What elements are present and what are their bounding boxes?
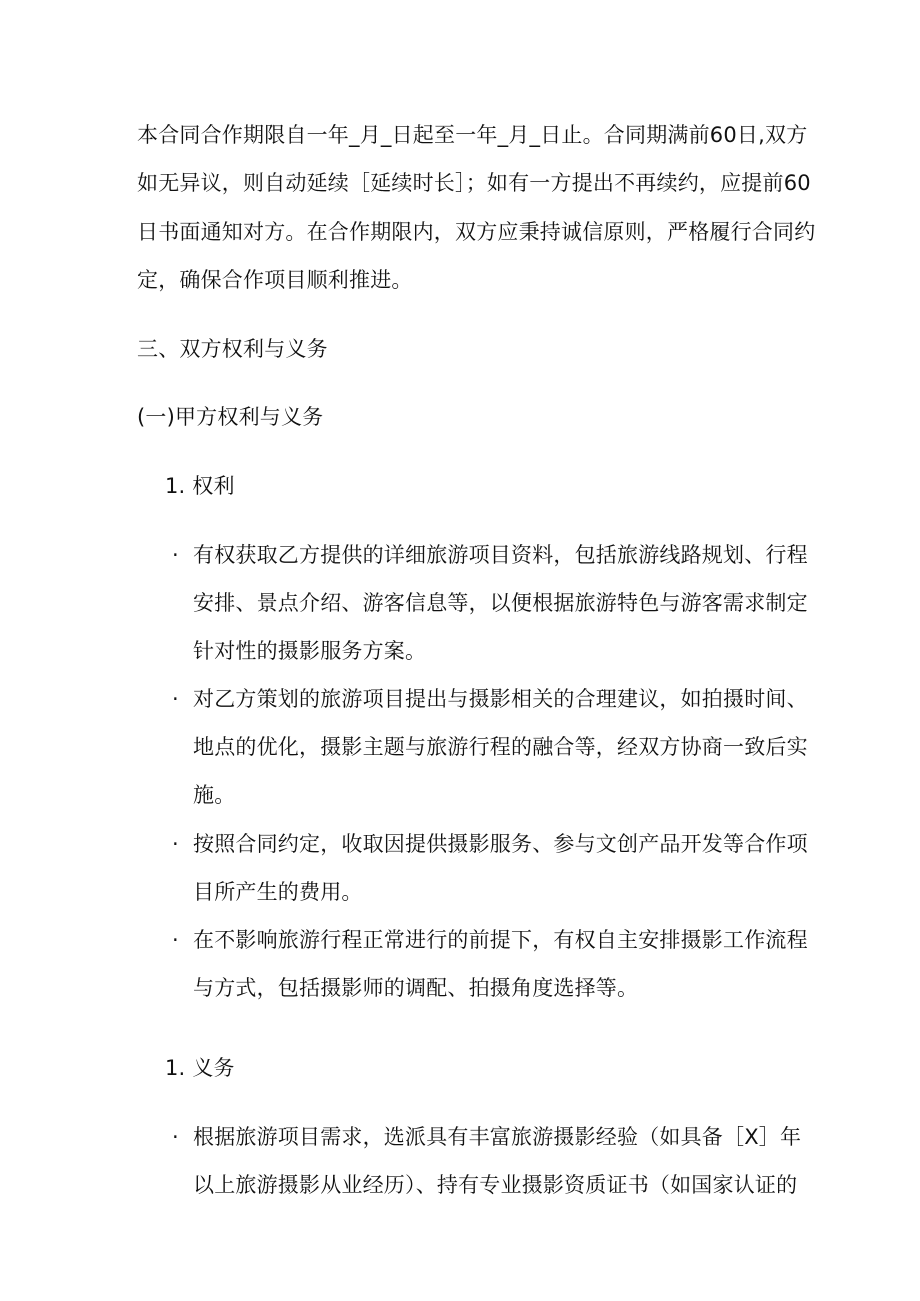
bullet-marker: · [172, 832, 179, 856]
rights-item-2-line-1: 对乙方策划的旅游项目提出与摄影相关的合理建议，如拍摄时间、 [193, 687, 808, 711]
rights-item-3-line-2: 目所产生的费用。 [193, 880, 363, 904]
rights-item-4-line-2: 与方式，包括摄影师的调配、拍摄角度选择等。 [193, 976, 639, 1000]
rights-item-2-line-2: 地点的优化，摄影主题与旅游行程的融合等，经双方协商一致后实 [193, 735, 808, 759]
rights-item-4-line-1: 在不影响旅游行程正常进行的前提下，有权自主安排摄影工作流程 [193, 928, 808, 952]
bullet-marker: · [172, 1125, 179, 1149]
rights-heading: 1. 权利 [165, 474, 235, 498]
bullet-marker: · [172, 928, 179, 952]
section-heading: 三、双方权利与义务 [137, 337, 328, 361]
obligations-heading: 1. 义务 [165, 1056, 235, 1080]
intro-line-4: 定，确保合作项目顺利推进。 [137, 268, 413, 292]
intro-line-2: 如无异议，则自动延续［延续时长］；如有一方提出不再续约，应提前60 [137, 171, 811, 195]
rights-item-3-line-1: 按照合同约定，收取因提供摄影服务、参与文创产品开发等合作项 [193, 832, 808, 856]
intro-line-1: 本合同合作期限自一年_月_日起至一年_月_日止。合同期满前60日,双方 [137, 123, 808, 147]
obligations-item-1-line-2: 以上旅游摄影从业经历）、持有专业摄影资质证书（如国家认证的 [193, 1173, 798, 1197]
rights-item-1-line-3: 针对性的摄影服务方案。 [193, 639, 427, 663]
rights-item-1-line-1: 有权获取乙方提供的详细旅游项目资料，包括旅游线路规划、行程 [193, 543, 808, 567]
obligations-item-1-line-1: 根据旅游项目需求，选派具有丰富旅游摄影经验（如具备［X］年 [193, 1125, 802, 1149]
bullet-marker: · [172, 543, 179, 567]
bullet-marker: · [172, 687, 179, 711]
rights-item-1-line-2: 安排、景点介绍、游客信息等，以便根据旅游特色与游客需求制定 [193, 591, 808, 615]
intro-line-3: 日书面通知对方。在合作期限内，双方应秉持诚信原则，严格履行合同约 [137, 220, 816, 244]
subsection-heading: (一)甲方权利与义务 [137, 405, 324, 429]
rights-item-2-line-3: 施。 [193, 783, 236, 807]
